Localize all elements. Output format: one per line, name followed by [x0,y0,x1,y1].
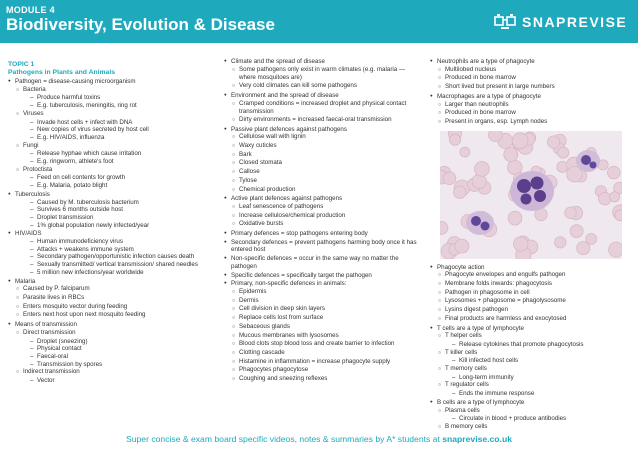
sub-bullet-item: ○ Some pathogens only exist in warm climates (e.g. malaria — where mosquitoes are) [232,66,420,82]
sub-bullet-item: ○ Waxy cuticles [232,142,420,151]
sub-bullet-item: – E.g. tuberculosis, meningitis, ring rot [30,102,213,110]
bullet-item: ● Non-specific defences = occur in the same way no matter the pathogen [224,254,420,270]
sub-bullet-item: – Ends the immune response [452,390,635,398]
bullet-item: ● Secondary defences = prevent pathogens harming body once it has entered host [224,238,420,254]
footer-website-link[interactable]: snaprevise.co.uk [442,434,512,444]
column-middle [224,57,420,384]
sub-bullet-item: ○ T helper cells [438,332,635,341]
red-blood-cell [472,174,486,188]
sub-bullet-item: ○ Short lived but present in large numbers [438,83,635,92]
sub-bullet-item: ○ Oxidative bursts [232,220,420,229]
sub-bullet-item: – New copies of virus secreted by host cell [30,126,213,134]
column-right [430,57,635,432]
bullet-item: ● T cells are a type of lymphocyte [430,324,635,333]
sub-bullet-item: ○ Leaf senescence of pathogens [232,203,420,212]
red-blood-cell [547,136,559,148]
sub-bullet-item: – Kill infected host cells [452,357,635,365]
bullet-item: ● HIV/AIDS [8,229,213,238]
sub-bullet-item: – Physical contact [30,345,213,353]
red-blood-cell [514,236,528,250]
sub-bullet-item: – Caused by M. tuberculosis bacterium [30,199,213,207]
red-blood-cell [609,242,622,257]
red-blood-cell [608,166,621,179]
sub-bullet-item: ○ Fungi [16,142,213,151]
sub-bullet-item: ○ Cellulose wall with lignin [232,133,420,142]
sub-bullet-item: ○ Membrane folds inwards: phagocytosis [438,280,635,289]
sub-bullet-item: ○ Lysosomes + phagosome = phagolysosome [438,297,635,306]
bullet-item: ● Active plant defences against pathogens [224,194,420,203]
sub-bullet-item: ○ Enters mosquito vector during feeding [16,303,213,312]
sub-bullet-item: – Release hyphae which cause irritation [30,150,213,158]
sub-bullet-item: ○ Parasite lives in RBCs [16,294,213,303]
bullet-item: ● Primary, non-specific defences in animals: [224,279,420,288]
sub-bullet-item: ○ Dirty environments = increased faecal-oral transmission [232,116,420,125]
sub-bullet-item: ○ Phagocyte envelopes and engulfs pathogen [438,271,635,280]
sub-bullet-item: – E.g. Malaria, potato blight [30,182,213,190]
footer-text: Super concise & exam board specific videos, notes & summaries by A* students at [126,434,443,444]
red-blood-cell [504,147,518,161]
red-blood-cell [508,211,522,225]
bullet-item: ● Climate and the spread of disease [224,57,420,66]
bullet-item: ● Tuberculosis [8,190,213,199]
sub-bullet-item: ○ Bacteria [16,86,213,95]
sub-bullet-item: ○ Present in organs, esp. Lymph nodes [438,118,635,127]
bullet-item: ● Macrophages are a type of phagocyte [430,92,635,101]
red-blood-cell [610,191,620,201]
bullet-item: ● Specific defences = specifically target the pathogen [224,271,420,280]
sub-bullet-item: – Secondary pathogen/opportunistic infection causes death [30,253,213,261]
sub-bullet-item: ○ Cell division in deep skin layers [232,305,420,314]
sub-bullet-item: – Faecal-oral [30,353,213,361]
sub-bullet-item: ○ Very cold climates can kill some pathogens [232,82,420,91]
bullet-item: ● B cells are a type of lymphocyte [430,398,635,407]
sub-bullet-item: ○ Clotting cascade [232,349,420,358]
sub-bullet-item: – 1% global population newly infected/year [30,222,213,230]
sub-bullet-item: ○ Blood clots stop blood loss and create barrier to infection [232,340,420,349]
bullet-item: ● Environment and the spread of disease [224,91,420,100]
sub-bullet-item: – Vector [30,377,213,385]
sub-bullet-item: – Sexually transmitted/ vertical transmission/ shared needles [30,261,213,269]
red-blood-cell [565,207,577,219]
sub-bullet-item: ○ Replace cells lost from surface [232,314,420,323]
sub-bullet-item: – Survives 6 months outside host [30,206,213,214]
sub-bullet-item: ○ B memory cells [438,423,635,432]
bullet-item: ● Means of transmission [8,320,213,329]
column-left [8,61,213,385]
column-right-top [430,57,635,127]
red-blood-cell [512,132,528,148]
page-title: Biodiversity, Evolution & Disease [6,15,275,34]
red-blood-cell [570,224,583,237]
module-label: MODULE 4 [6,5,55,15]
sub-bullet-item: – Feed on cell contents for growth [30,174,213,182]
column-right-bottom [430,263,635,432]
red-blood-cell [577,241,590,254]
sub-bullet-item: – Human immunodeficiency virus [30,238,213,246]
red-blood-cell [454,186,466,198]
sub-bullet-item: ○ Caused by P. falciparum [16,285,213,294]
sub-bullet-item: ○ Increase cellulose/chemical production [232,212,420,221]
sub-bullet-item: – E.g. ringworm, athlete's foot [30,158,213,166]
sub-bullet-item: ○ Tylose [232,177,420,186]
red-blood-cell [555,236,566,247]
footer-banner [0,434,638,444]
sub-bullet-item: ○ Epidermis [232,288,420,297]
sub-bullet-item: ○ Closed stomata [232,159,420,168]
bullet-item: ● Malaria [8,277,213,286]
sub-bullet-item: ○ Cramped conditions = increased droplet and physical contact transmission [232,100,420,116]
sub-bullet-item: ○ Produced in bone marrow [438,74,635,83]
red-blood-cell [443,171,456,184]
sub-bullet-item: ○ Indirect transmission [16,368,213,377]
red-blood-cell [450,134,461,145]
sub-bullet-item: ○ Produced in bone marrow [438,109,635,118]
sub-bullet-item: ○ Dermis [232,297,420,306]
sub-bullet-item: – Droplet transmission [30,214,213,222]
sub-bullet-item: – Long-term immunity [452,374,635,382]
red-blood-cell [440,221,448,234]
sub-bullet-item: ○ Phagocytes phagocytose [232,366,420,375]
sub-bullet-item: – 5 million new infections/year worldwide [30,269,213,277]
sub-bullet-item: ○ T killer cells [438,349,635,358]
sub-bullet-item: ○ Viruses [16,110,213,119]
sub-bullet-item: ○ Final products are harmless and exocytosed [438,315,635,324]
sub-bullet-item: – Droplet (sneezing) [30,338,213,346]
sub-bullet-item: – E.g. HIV/AIDS, influenza [30,134,213,142]
red-blood-cell [558,147,569,158]
sub-bullet-item: ○ Mucous membranes with lysosomes [232,332,420,341]
sub-bullet-item: ○ Multilobed nucleus [438,66,635,75]
red-blood-cell [489,131,503,142]
red-blood-cell [455,239,469,253]
sub-bullet-item: ○ T regulator cells [438,381,635,390]
micrograph-image [440,131,622,259]
bullet-item: ● Pathogen = disease-causing microorganism [8,77,213,86]
bullet-item: ● Phagocyte action [430,263,635,272]
sub-bullet-item: – Circulate in blood + produce antibodies [452,415,635,423]
sub-bullet-item: ○ Protoctista [16,166,213,175]
sub-bullet-item: ○ Plasma cells [438,407,635,416]
topic-heading: Pathogens in Plants and Animals [8,69,116,76]
topic-heading: TOPIC 1 [8,61,35,68]
sub-bullet-item: – Release cytokines that promote phagocytosis [452,341,635,349]
sub-bullet-item: ○ Direct transmission [16,329,213,338]
sub-bullet-item: ○ T memory cells [438,365,635,374]
bullet-item: ● Primary defences = stop pathogens entering body [224,229,420,238]
sub-bullet-item: ○ Larger than neutrophils [438,101,635,110]
sub-bullet-item: – Transmission by spores [30,361,213,369]
sub-bullet-item: – Attacks + weakens immune system [30,246,213,254]
neutrophil-micrograph [440,131,622,259]
sub-bullet-item: ○ Sebaceous glands [232,323,420,332]
red-blood-cell [460,147,470,157]
module-header [0,0,638,43]
bullet-item: ● Passive plant defences against pathogens [224,125,420,134]
owl-glasses-icon [494,13,516,31]
red-blood-cell [599,192,612,205]
bullet-item: ● Neutrophils are a type of phagocyte [430,57,635,66]
sub-bullet-item: ○ Coughing and sneezing reflexes [232,375,420,384]
sub-bullet-item: ○ Pathogen in phagosome in cell [438,289,635,298]
sub-bullet-item: ○ Histamine in inflammation = increase phagocyte supply [232,358,420,367]
sub-bullet-item: ○ Lysins digest pathogen [438,306,635,315]
brand-logo-text: SNAPREVISE [522,14,628,30]
sub-bullet-item: ○ Enters next host upon next mosquito feeding [16,311,213,320]
sub-bullet-item: ○ Callose [232,168,420,177]
sub-bullet-item: ○ Bark [232,151,420,160]
sub-bullet-item: ○ Chemical production [232,186,420,195]
red-blood-cell [615,209,622,220]
red-blood-cell [475,161,490,176]
sub-bullet-item: – Produce harmful toxins [30,94,213,102]
sub-bullet-item: – Invade host cells + infect with DNA [30,119,213,127]
